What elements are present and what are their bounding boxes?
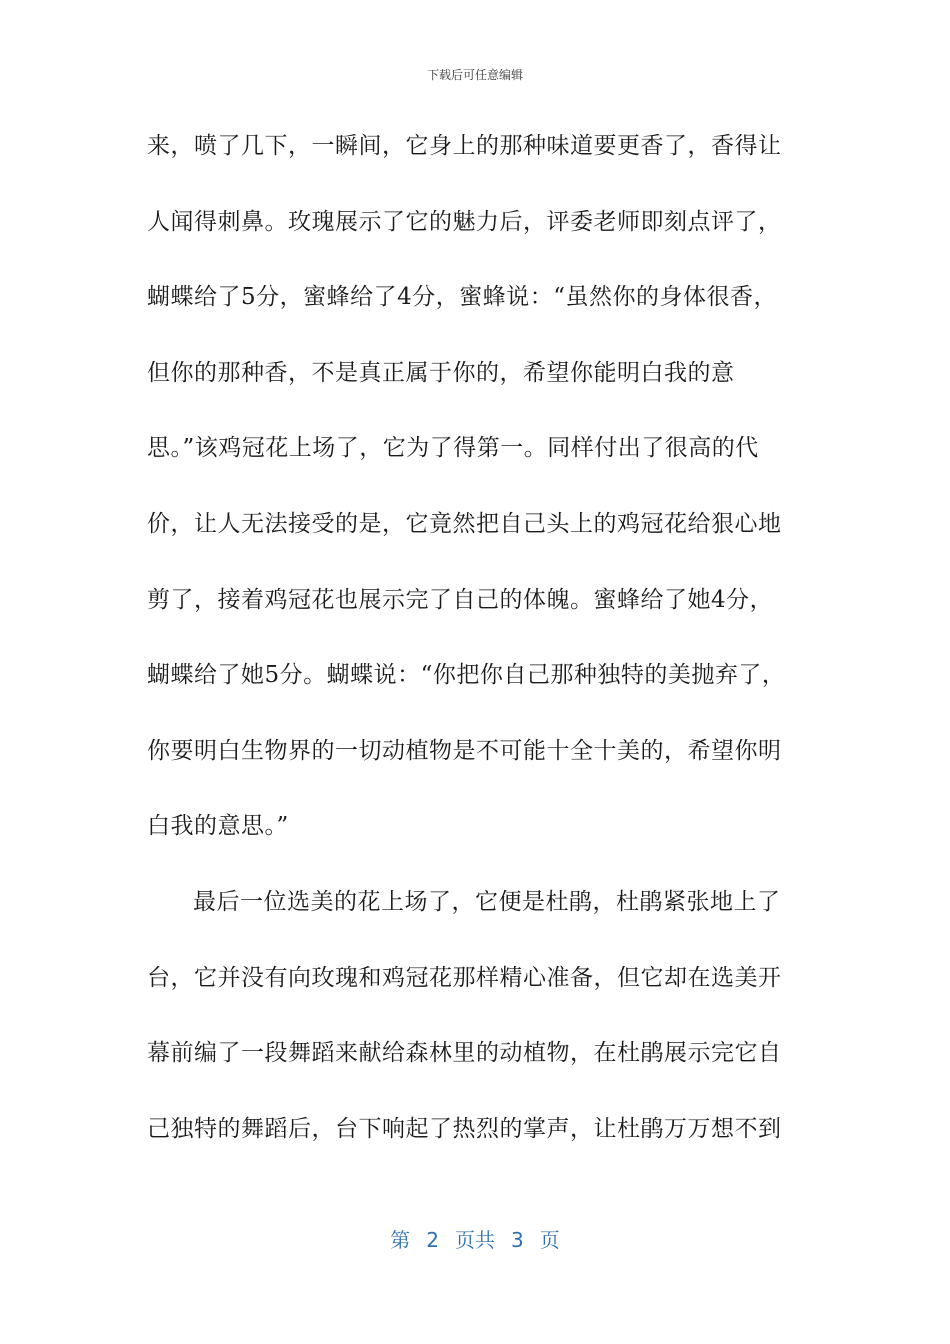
footer-suffix: 页 bbox=[539, 1228, 560, 1252]
text-line: 但你的那种香，不是真正属于你的，希望你能明白我的意 bbox=[147, 359, 735, 386]
header-text: 下载后可任意编辑 bbox=[426, 68, 523, 82]
page-header bbox=[0, 66, 950, 83]
current-page-number: 2 bbox=[426, 1228, 439, 1252]
document-body bbox=[147, 118, 812, 1176]
total-pages-number: 3 bbox=[511, 1228, 524, 1252]
footer-prefix: 第 bbox=[390, 1228, 411, 1252]
text-line: 来，喷了几下，一瞬间，它身上的那种味道要更香了，香得让 bbox=[147, 133, 782, 159]
text-line: 剪了，接着鸡冠花也展示完了自己的体魄。蜜蜂给了她4分， bbox=[147, 586, 774, 613]
text-line: 白我的意思。” bbox=[147, 813, 289, 840]
text-line: 幕前编了一段舞蹈来献给森林里的动植物，在杜鹃展示完它自 bbox=[147, 1040, 782, 1067]
footer-mid: 页共 bbox=[455, 1228, 495, 1252]
text-line: 人闻得刺鼻。玫瑰展示了它的魅力后，评委老师即刻点评了， bbox=[147, 208, 782, 235]
text-line: 价，让人无法接受的是，它竟然把自己头上的鸡冠花给狠心地 bbox=[147, 510, 782, 537]
text-line: 蝴蝶给了她5分。蝴蝶说：“你把你自己那种独特的美抛弃了， bbox=[147, 662, 786, 689]
text-line: 最后一位选美的花上场了，它便是杜鹃，杜鹃紧张地上了 bbox=[193, 888, 781, 915]
text-line: 你要明白生物界的一切动植物是不可能十全十美的，希望你明 bbox=[147, 737, 782, 764]
page-footer bbox=[0, 1224, 950, 1253]
text-line: 台，它并没有向玫瑰和鸡冠花那样精心准备，但它却在选美开 bbox=[147, 964, 782, 991]
text-line: 己独特的舞蹈后，台下响起了热烈的掌声，让杜鹃万万想不到 bbox=[147, 1115, 782, 1142]
text-line: 蝴蝶给了5分，蜜蜂给了4分，蜜蜂说：“虽然你的身体很香， bbox=[147, 284, 778, 311]
text-line: 思。”该鸡冠花上场了，它为了得第一。同样付出了很高的代 bbox=[147, 435, 759, 462]
